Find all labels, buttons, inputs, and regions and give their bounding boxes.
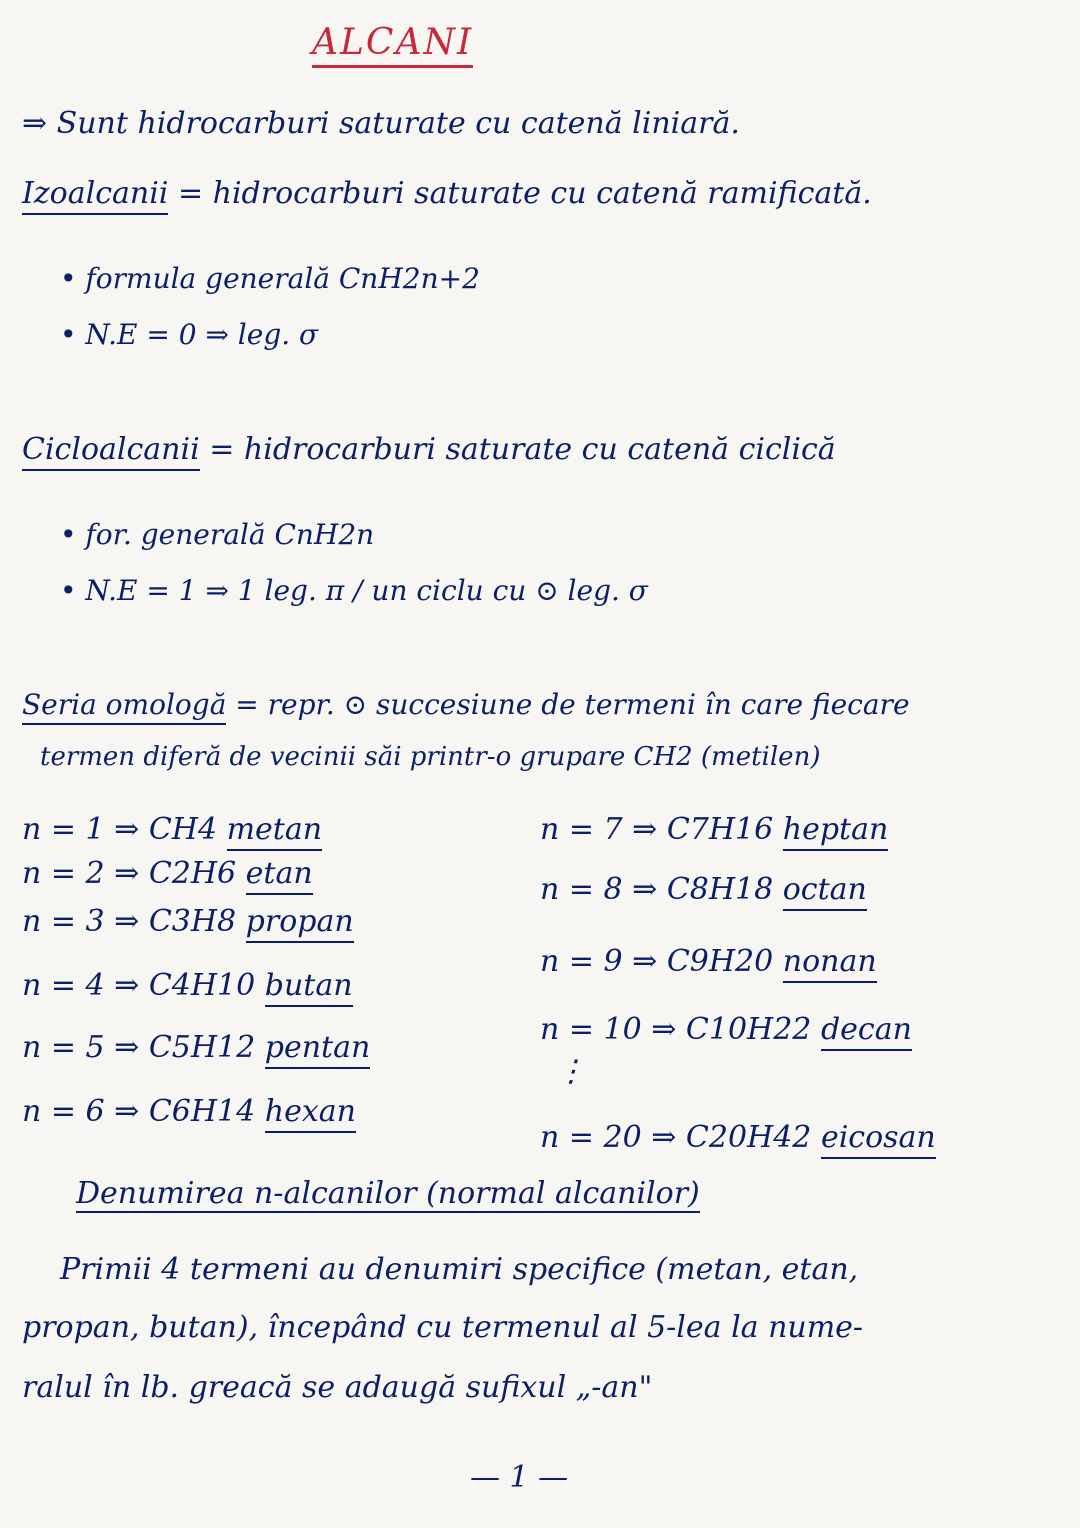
paragraph-line-3: ralul în lb. greacă se adaugă sufixul „-an"	[22, 1370, 653, 1405]
homolog-formula: n = 3 ⇒ C3H8	[22, 904, 237, 939]
cicloalcani-line	[22, 432, 836, 467]
intro-line: ⇒ Sunt hidrocarburi saturate cu catenă liniară.	[22, 106, 740, 141]
cicloalcani-term: Cicloalcanii	[22, 432, 200, 471]
list-item	[22, 968, 353, 1003]
page-number: — 1 —	[470, 1460, 569, 1495]
homolog-name: decan	[821, 1012, 912, 1051]
list-item	[22, 1094, 356, 1129]
list-item	[540, 872, 867, 907]
list-item	[22, 856, 313, 891]
izoalcani-formula: • formula generală CnH2n+2	[60, 262, 480, 295]
paragraph-line-1: Primii 4 termeni au denumiri specifice (metan, etan,	[60, 1252, 859, 1287]
homolog-name: metan	[227, 812, 322, 851]
list-item	[540, 1120, 936, 1155]
izoalcani-line	[22, 176, 872, 211]
cicloalcani-definition: = hidrocarburi saturate cu catenă ciclică	[209, 432, 836, 467]
page-title: ALCANI	[312, 22, 473, 68]
homolog-name: pentan	[265, 1030, 371, 1069]
list-item	[22, 812, 322, 847]
serie-definition-1: = repr. ⊙ succesiune de termeni în care fiecare	[235, 688, 910, 721]
homolog-formula: n = 4 ⇒ C4H10	[22, 968, 256, 1003]
homolog-formula: n = 10 ⇒ C10H22	[540, 1012, 812, 1047]
cicloalcani-ne: • N.E = 1 ⇒ 1 leg. π / un ciclu cu ⊙ leg. σ	[60, 574, 648, 607]
homolog-formula: n = 9 ⇒ C9H20	[540, 944, 774, 979]
homolog-name: octan	[783, 872, 867, 911]
serie-definition-2: termen diferă de vecinii săi printr-o grupare CH2 (metilen)	[40, 742, 821, 772]
izoalcani-term: Izoalcanii	[22, 176, 168, 215]
homolog-formula: n = 20 ⇒ C20H42	[540, 1120, 812, 1155]
homolog-name: butan	[265, 968, 353, 1007]
homolog-formula: n = 6 ⇒ C6H14	[22, 1094, 256, 1129]
homolog-formula: n = 2 ⇒ C2H6	[22, 856, 237, 891]
paragraph-line-2: propan, butan), începând cu termenul al 5-lea la nume-	[22, 1310, 864, 1345]
list-ellipsis: ⋮	[556, 1054, 586, 1089]
homolog-formula: n = 5 ⇒ C5H12	[22, 1030, 256, 1065]
serie-term: Seria omologă	[22, 688, 226, 725]
list-item	[22, 904, 354, 939]
homolog-formula: n = 1 ⇒ CH4	[22, 812, 218, 847]
homolog-name: hexan	[265, 1094, 356, 1133]
denumirea-heading	[76, 1176, 700, 1211]
cicloalcani-formula: • for. generală CnH2n	[60, 518, 375, 551]
list-item	[540, 1012, 912, 1047]
serie-line	[22, 688, 910, 721]
izoalcani-definition: = hidrocarburi saturate cu catenă ramificată.	[177, 176, 872, 211]
homolog-name: eicosan	[821, 1120, 936, 1159]
homolog-name: heptan	[783, 812, 889, 851]
list-item	[540, 812, 888, 847]
denumirea-title: Denumirea n-alcanilor (normal alcanilor)	[76, 1176, 700, 1211]
homolog-formula: n = 8 ⇒ C8H18	[540, 872, 774, 907]
homolog-name: etan	[246, 856, 313, 895]
homolog-formula: n = 7 ⇒ C7H16	[540, 812, 774, 847]
izoalcani-ne: • N.E = 0 ⇒ leg. σ	[60, 318, 319, 351]
list-item	[22, 1030, 370, 1065]
homolog-name: propan	[246, 904, 354, 943]
list-item	[540, 944, 877, 979]
homolog-name: nonan	[783, 944, 877, 983]
